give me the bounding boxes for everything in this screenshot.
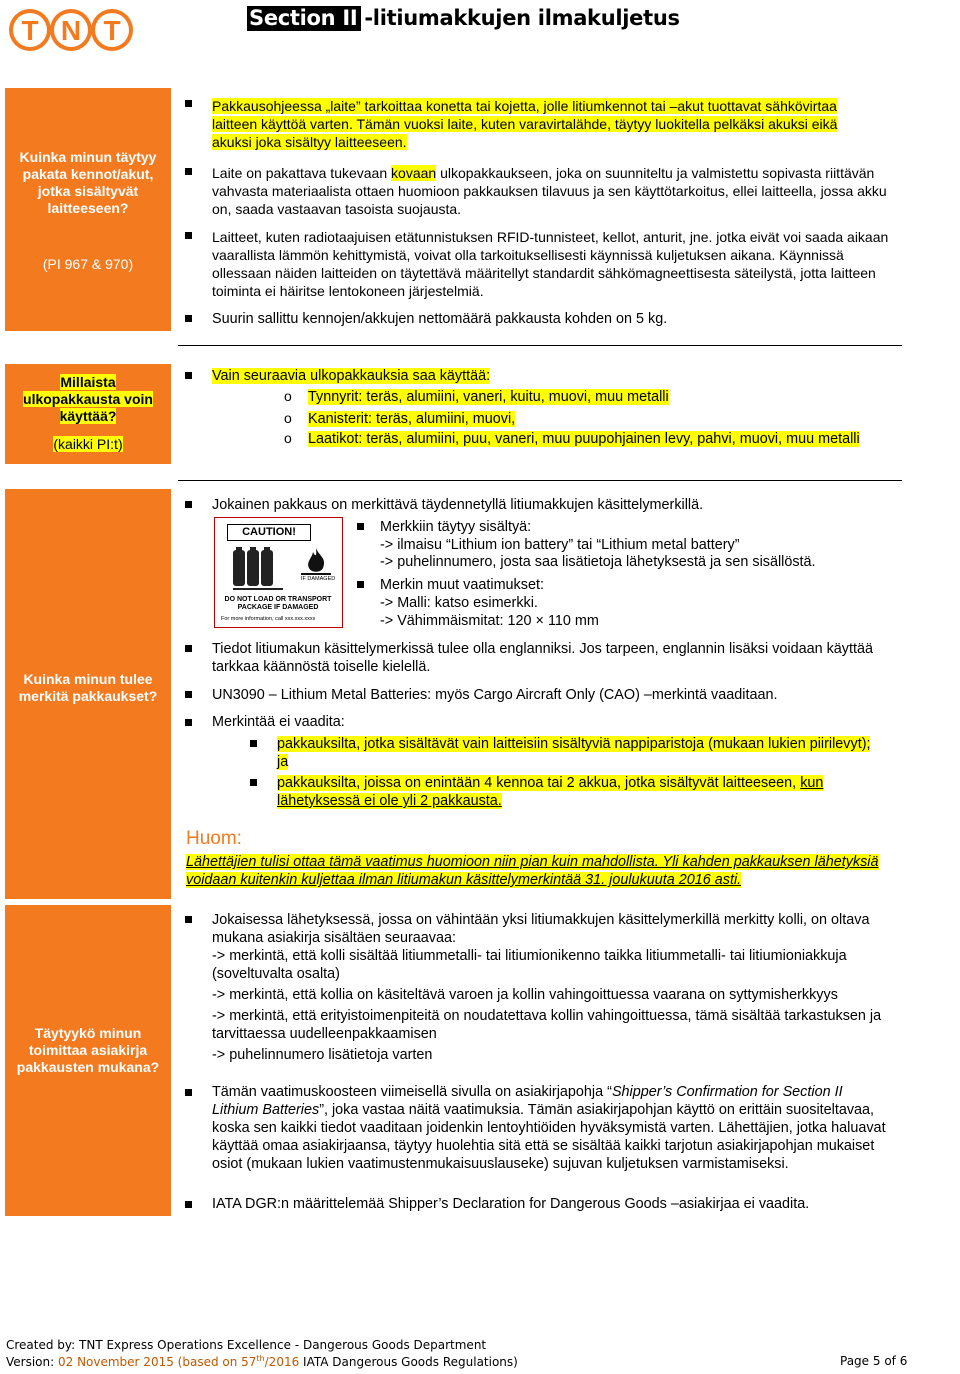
mark-requirement-2: -> puhelinnumero, josta saa lisätietoja lähetyksestä ja sen sisällöstä.: [380, 554, 816, 570]
sidebar-packing-title: Kuinka minun täytyy pakata kennot/akut, jotka sisältyvät laitteeseen?: [19, 149, 157, 216]
bullet-icon: [185, 719, 192, 726]
section-label: Section II: [247, 6, 361, 31]
bullet-icon: [357, 581, 364, 588]
bullet-icon: [185, 1089, 192, 1096]
bullet-icon: [185, 691, 192, 698]
bullet-icon: [185, 501, 192, 508]
mark-requirements-title: Merkkiin täytyy sisältyä:: [380, 519, 532, 535]
note-text: Lähettäjien tulisi ottaa tämä vaatimus huomioon niin pian kuin mahdollista. Yli kahden pakkauksen lähetyksiä voidaan kuitenkin kuljettaa ilman litiumakun käsittelymerkintää 31. joulukuuta 2016 asti.: [186, 854, 879, 888]
outer-item-3: Laatikot: teräs, alumiini, puu, vaneri, muu puupohjainen levy, pahvi, muovi, muu metalli: [308, 431, 860, 447]
document-bullet-2: Tämän vaatimuskoosteen viimeisellä sivulla on asiakirjapohja “Shipper’s Confirmation for Section II Lithium Batteries”, joka vastaa näitä vaatimuksia. Tämän asiakirjapohjan käyttö on erittäin suositeltavaa, koska sen kaikki tiedot vaaditaan joidenkin lentoyhtiöiden hyväksymistä varten. Lähettäjien, jotka haluavat käyttää omaa asiakirjaansa, täytyy huolehtia sitä että se sisältää kaikki tarjotun asiakirjapohjan mukaiset osiot (mukaan lukien vaatimustenmukaisuuslauseke) sujuvan kuljetuksen varmistamiseksi.: [212, 1084, 886, 1172]
bullet-icon: [185, 232, 192, 239]
svg-text:T: T: [103, 15, 121, 46]
bullet-icon: [357, 523, 364, 530]
sidebar-outer-ref: (kaikki PI:t): [53, 436, 123, 452]
document-bullet-3: IATA DGR:n määrittelemää Shipper’s Declaration for Dangerous Goods –asiakirjaa ei vaadita.: [212, 1196, 810, 1212]
sidebar-outer-title: Millaista ulkopakkausta voin käyttää?: [23, 374, 153, 424]
marking-bullet-1: Jokainen pakkaus on merkittävä täydennetyllä litiumakkujen käsittelymerkillä.: [212, 497, 704, 513]
packing-bullet-2: Laite on pakattava tukevaan kovaan ulkopakkaukseen, joka on suunniteltu ja valmistettu sopivasta riittävän vahvasta materiaalista ottaen huomioon pakkauksen tilavuus ja sen käyttötarkoitus, ellei laitteella, jossa akku on, saada vastaavan tasoista suojausta.: [212, 165, 887, 217]
mark-other-title: Merkin muut vaatimukset:: [380, 577, 544, 593]
mark-requirement-4: -> Vähimmäismitat: 120 × 110 mm: [380, 613, 599, 629]
svg-text:T: T: [21, 15, 39, 46]
outer-bullet-1: Vain seuraavia ulkopakkauksia saa käyttää:: [212, 368, 491, 384]
marking-bullet-3: UN3090 – Lithium Metal Batteries: myös Cargo Aircraft Only (CAO) –merkintä vaaditaan.: [212, 687, 778, 703]
sidebar-marking-title: Kuinka minun tulee merkitä pakkaukset?: [18, 671, 158, 704]
if-damaged-text: IF DAMAGED: [301, 576, 336, 582]
more-info-text: For more information, call xxx.xxx.xxxx: [221, 616, 316, 622]
bullet-icon: [250, 740, 257, 747]
circle-marker: o: [284, 388, 292, 404]
circle-marker: o: [284, 410, 292, 426]
outer-item-1: Tynnyrit: teräs, alumiini, vaneri, kuitu, muovi, muu metalli: [308, 389, 669, 405]
sidebar-document: [5, 905, 171, 1216]
packing-bullet-4: Suurin sallittu kennojen/akkujen nettomäärä pakkausta kohden on 5 kg.: [212, 311, 668, 327]
bullet-icon: [185, 916, 192, 923]
sidebar-marking: [5, 489, 171, 899]
document-bullet-1: Jokaisessa lähetyksessä, jossa on vähintään yksi litiumakkujen käsittelymerkillä merkitty kolli, on oltava mukana asiakirja sisältäen seuraavaa: -> merkintä, että kolli sisältää litiummetalli- tai litiumionikenno taikka litiummetalli- tai litiumioniakkuja (soveltuvalta osalta) -> merkintä, että kollia on käsiteltävä varoen ja kollin vahingoittuessa vaarana on syttymisherkkyys -> merkintä, että erityistoimenpiteitä on noudatettava kollin vahingoittuessa, tämä sisältää tarkastuksen ja tarvittaessa uudelleenpakkaamisen -> puhelinnumero lisätietoja varten: [212, 912, 882, 1063]
bullet-icon: [185, 100, 192, 107]
do-not-load-text: DO NOT LOAD OR TRANSPORT PACKAGE IF DAMAGED: [224, 596, 332, 611]
note-title: Huom:: [186, 828, 242, 849]
exemption-1: pakkauksilta, jotka sisältävät vain laitteisiin sisältyviä nappiparistoja (mukaan lukien piirilevyt); ja: [277, 736, 871, 770]
marking-bullet-4: Merkintää ei vaadita:: [212, 714, 345, 730]
mark-requirement-3: -> Malli: katso esimerkki.: [380, 595, 538, 611]
caution-heading: CAUTION!: [227, 524, 311, 541]
bullet-icon: [250, 779, 257, 786]
sidebar-document-title: Täytyykö minun toimittaa asiakirja pakkausten mukana?: [16, 1025, 160, 1075]
sidebar-packing-ref: (PI 967 & 970): [42, 256, 134, 272]
outer-item-2: Kanisterit: teräs, alumiini, muovi,: [308, 411, 516, 427]
lithium-battery-mark: [214, 517, 343, 628]
footer-version: Version: 02 November 2015 (based on 57th/2016 IATA Dangerous Goods Regulations): [6, 1354, 518, 1369]
divider: [178, 345, 902, 346]
footer-created: Created by: TNT Express Operations Excellence - Dangerous Goods Department: [6, 1338, 487, 1352]
exemption-2: pakkauksilta, joissa on enintään 4 kennoa tai 2 akkua, jotka sisältyvät laitteeseen, kun lähetyksessä ei ole yli 2 pakkausta.: [277, 775, 824, 809]
sidebar-outer-packaging: [5, 364, 171, 464]
flame-icon: [299, 546, 333, 576]
packing-bullet-3: Laitteet, kuten radiotaajuisen etätunnistuksen RFID-tunnisteet, kellot, anturit, jne. jotka eivät voi saada aikaan vaarallista lämmön kehittymistä, voivat olla tarkoituksellisesti käynnissä kuljetuksen aikana. Käynnissä ollessaan näiden laitteiden on täytettävä määritellyt standardit sähkömagneettisesta säteilystä, jotta laitteen toiminta ei häiritse lentokoneen järjestelmiä.: [212, 229, 889, 299]
marking-bullet-2: Tiedot litiumakun käsittelymerkissä tulee olla englanniksi. Jos tarpeen, englannin lisäksi voidaan käyttää tarkkaa käännöstä toiselle kielellä.: [212, 641, 873, 675]
tnt-logo: [6, 4, 136, 54]
bullet-icon: [185, 168, 192, 175]
mark-requirement-1: -> ilmaisu “Lithium ion battery” tai “Lithium metal battery”: [380, 537, 740, 553]
page-number: Page 5 of 6: [840, 1354, 908, 1368]
section-subtitle: -litiumakkujen ilmakuljetus: [364, 6, 680, 30]
circle-marker: o: [284, 430, 292, 446]
packing-bullet-1: Pakkausohjeessa „laite” tarkoittaa konetta tai kojetta, jolle litiumkennot tai –akut tuottavat sähkövirtaa laitteen käyttöä varten. Tämän vuoksi laite, kuten varavirtalähde, täytyy luokitella pelkäksi akuksi eikä akuksi joka sisältyy laitteeseen.: [212, 98, 838, 150]
bullet-icon: [185, 372, 192, 379]
battery-icon: [231, 544, 287, 590]
bullet-icon: [185, 315, 192, 322]
divider: [178, 480, 902, 481]
bullet-icon: [185, 1201, 192, 1208]
page-title: [247, 6, 680, 30]
bullet-icon: [185, 645, 192, 652]
sidebar-packing: [5, 88, 171, 331]
svg-text:N: N: [60, 15, 82, 46]
